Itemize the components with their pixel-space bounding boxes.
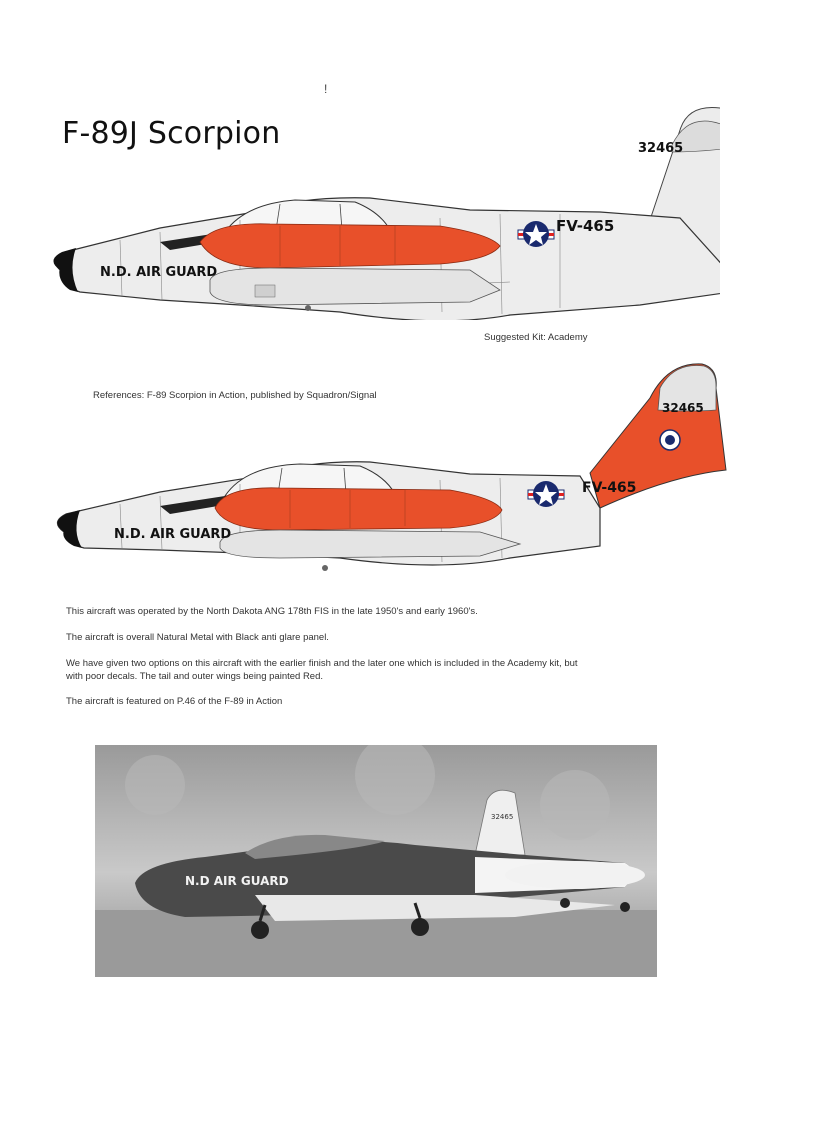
paragraph-operator: This aircraft was operated by the North Dakota ANG 178th FIS in the late 1950's and early 1960's.: [66, 606, 478, 617]
paragraph-options: We have given two options on this aircraft with the earlier finish and the later one which is included in the Academy kit, but with poor decals. The tail and outer wings being painted Red.: [66, 658, 578, 682]
photo-tail-serial: 32465: [491, 813, 514, 821]
photo-nose-marking: N.D AIR GUARD: [185, 874, 289, 888]
nose-marking-early: N.D. AIR GUARD: [100, 265, 218, 280]
reference-photo: [95, 745, 657, 977]
suggested-kit: Suggested Kit: Academy: [484, 332, 588, 343]
buzz-number-early: FV-465: [556, 217, 615, 235]
nose-marking-late: N.D. AIR GUARD: [114, 527, 232, 542]
stray-mark: !: [324, 82, 328, 96]
buzz-number-late: FV-465: [582, 480, 637, 496]
paragraph-finish: The aircraft is overall Natural Metal with Black anti glare panel.: [66, 632, 329, 643]
tail-serial-early: 32465: [638, 141, 684, 156]
aircraft-profile-late: [40, 358, 730, 578]
references: References: F-89 Scorpion in Action, published by Squadron/Signal: [93, 390, 377, 401]
page-title: F-89J Scorpion: [62, 116, 281, 151]
tail-serial-late: 32465: [662, 401, 704, 415]
aircraft-profile-early: [40, 100, 720, 320]
paragraph-reference-page: The aircraft is featured on P.46 of the F-89 in Action: [66, 696, 283, 707]
